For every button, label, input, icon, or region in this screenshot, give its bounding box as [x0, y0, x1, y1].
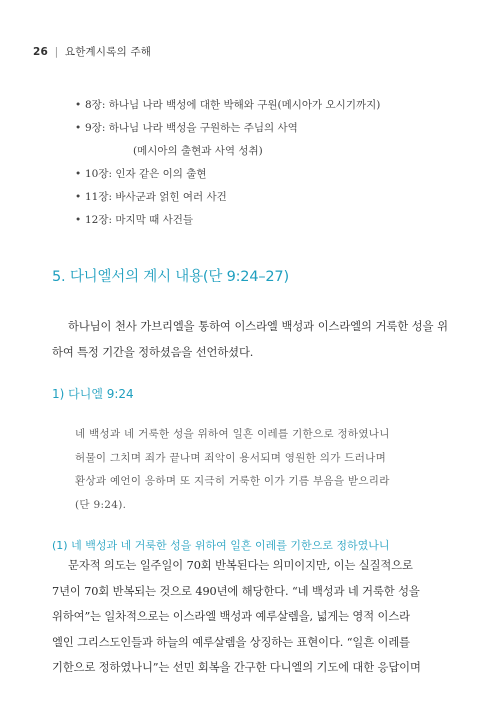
bullet-icon: •: [75, 122, 82, 134]
outline-item-continuation: (메시아의 출현과 사역 성취): [133, 145, 263, 157]
outline-item: • 8장: 하나님 나라 백성에 대한 박해와 구원(메시아가 오시기까지): [75, 94, 455, 117]
body-line: 위하여”는 일차적으로는 이스라엘 백성과 예루살렘을, 넓게는 영적 이스라: [52, 610, 410, 623]
quote-line: 네 백성과 네 거룩한 성을 위하여 일흔 이레를 기한으로 정하였나니: [75, 428, 390, 440]
point-heading: (1) 네 백성과 네 거룩한 성을 위하여 일흔 이레를 기한으로 정하였나니: [52, 539, 390, 552]
subsection-heading: 1) 다니엘 9:24: [52, 387, 134, 401]
chapter-outline-list: [75, 94, 455, 232]
scripture-quote: [75, 423, 435, 517]
bullet-icon: •: [75, 168, 82, 180]
book-title: 요한계시록의 주해: [64, 46, 152, 58]
bullet-icon: •: [75, 99, 82, 111]
quote-line: 환상과 예언이 응하며 또 지극히 거룩한 이가 기름 부음을 받으리라: [75, 475, 390, 487]
bullet-icon: •: [75, 214, 82, 226]
body-line: 문자적 의도는 일주일이 70회 반복된다는 의미이지만, 이는 실질적으로: [68, 559, 413, 572]
running-head: [33, 44, 151, 59]
body-paragraph: [52, 553, 448, 681]
outline-item: • 11장: 바사군과 얽힌 여러 사건: [75, 186, 455, 209]
section-heading: 5. 다니엘서의 계시 내용(단 9:24–27): [52, 269, 289, 285]
page-number: 26: [33, 46, 49, 58]
outline-item: • 10장: 인자 같은 이의 출현: [75, 163, 455, 186]
bullet-icon: •: [75, 191, 82, 203]
quote-line: 허물이 그치며 죄가 끝나며 죄악이 용서되며 영원한 의가 드러나며: [75, 451, 387, 464]
body-line: 7년이 70회 반복되는 것으로 490년에 해당한다. “네 백성과 네 거룩한 성을: [52, 584, 420, 598]
outline-item: • 12장: 마지막 때 사건들: [75, 209, 455, 232]
body-line: 엘인 그리스도인들과 하늘의 예루살렘을 상징하는 표현이다. “일흔 이레를: [52, 635, 410, 649]
body-line: 기한으로 정하였나니”는 선민 회복을 간구한 다니엘의 기도에 대한 응답이며: [52, 661, 421, 674]
header-separator: |: [54, 46, 59, 58]
intro-paragraph: 하나님이 천사 가브리엘을 통하여 이스라엘 백성과 이스라엘의 거룩한 성을 위하여 특정 기간을 정하셨음을 선언하셨다.: [52, 320, 448, 359]
quote-reference: (단 9:24).: [75, 498, 127, 511]
outline-item: • 9장: 하나님 나라 백성을 구원하는 주님의 사역: [75, 117, 455, 140]
